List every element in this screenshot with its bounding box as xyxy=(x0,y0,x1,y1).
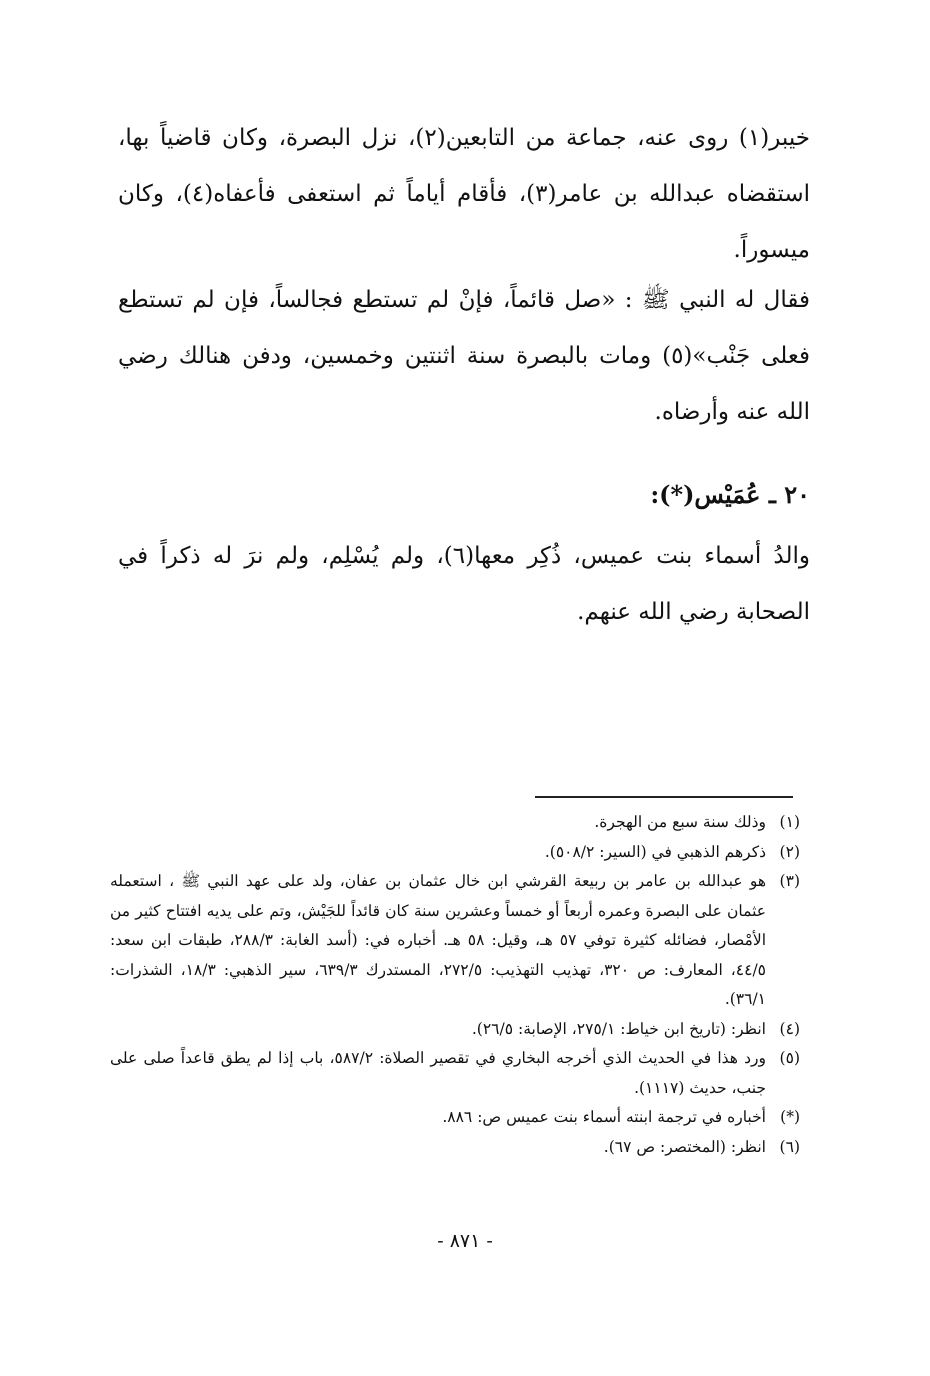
footnote-number: (*) xyxy=(780,1108,800,1126)
footnote-number: (١) xyxy=(779,813,800,831)
footnote-text: هو عبدالله بن عامر بن ربيعة القرشي ابن خال عثمان بن عفان، ولد على عهد النبي ﷺ ، استعمله عثمان على البصرة وعمره أربعاً أو خمساً وعشرين سنة كان قائداً للجَيْش، وتم على يديه افتتاح كثير من الأمْصار، فضائله كثيرة توفي ٥٧ هـ، وقيل: ٥٨ هـ. أخباره في: (أسد الغابة: ٢٨٨/٣، طبقات ابن سعد: ٤٤/٥، المعارف: ص ٣٢٠، تهذيب التهذيب: ٢٧٢/٥، المستدرك ٦٣٩/٣، سير الذهبي: ١٨/٣، الشذرات: ٣٦/١). xyxy=(110,872,767,1008)
footnote-separator xyxy=(535,796,793,798)
footnote xyxy=(110,867,800,1015)
footnote-number: (٢) xyxy=(779,842,800,861)
footnote-text: وذلك سنة سبع من الهجرة. xyxy=(594,813,766,831)
page-number: - ٨٧١ - xyxy=(437,1230,493,1252)
footnote xyxy=(110,1015,800,1045)
footnote xyxy=(110,808,800,838)
footnote-number: (٤) xyxy=(779,1019,800,1038)
footnote-text: ورد هذا في الحديث الذي أخرجه البخاري في تقصير الصلاة: ٥٨٧/٢، باب إذا لم يطق قاعداً صلى على جنب، حديث (١١١٧). xyxy=(110,1049,766,1097)
footnotes xyxy=(110,808,800,1162)
footnote-text: ذكرهم الذهبي في (السير: ٥٠٨/٢). xyxy=(544,842,766,861)
footnote xyxy=(110,1044,800,1103)
footnote-number: (٥) xyxy=(779,1049,800,1067)
footnote-number: (٦) xyxy=(779,1137,800,1156)
footnote-text: انظر: (المختصر: ص ٦٧). xyxy=(603,1137,766,1156)
paragraph-3: والدُ أسماء بنت عميس، ذُكِر معها(٦)، ولم يُسْلِم، ولم نرَ له ذكراً في الصحابة رضي الله عنهم. xyxy=(118,543,810,625)
entry-heading: ٢٠ ـ عُمَيْس(*): xyxy=(650,480,810,509)
paragraph-2: فقال له النبي ﷺ : «صل قائماً، فإنْ لم تستطع فجالساً، فإن لم تستطع فعلى جَنْب»(٥) ومات بالبصرة سنة اثنتين وخمسين، ودفن هنالك رضي الله عنه وأرضاه. xyxy=(118,287,810,425)
footnote xyxy=(110,1133,800,1163)
footnote-number: (٣) xyxy=(779,872,800,890)
footnote-text: انظر: (تاريخ ابن خياط: ٢٧٥/١، الإصابة: ٢٦/٥). xyxy=(471,1019,766,1038)
footnote xyxy=(110,838,800,868)
footnote-text: أخباره في ترجمة ابنته أسماء بنت عميس ص: ٨٨٦. xyxy=(442,1108,766,1126)
paragraph-1: خيبر(١) روى عنه، جماعة من التابعين(٢)، نزل البصرة، وكان قاضياً بها، استقضاه عبدالله بن عامر(٣)، فأقام أياماً ثم استعفى فأعفاه(٤)، وكان ميسوراً. xyxy=(118,125,810,263)
footnote xyxy=(110,1103,800,1133)
